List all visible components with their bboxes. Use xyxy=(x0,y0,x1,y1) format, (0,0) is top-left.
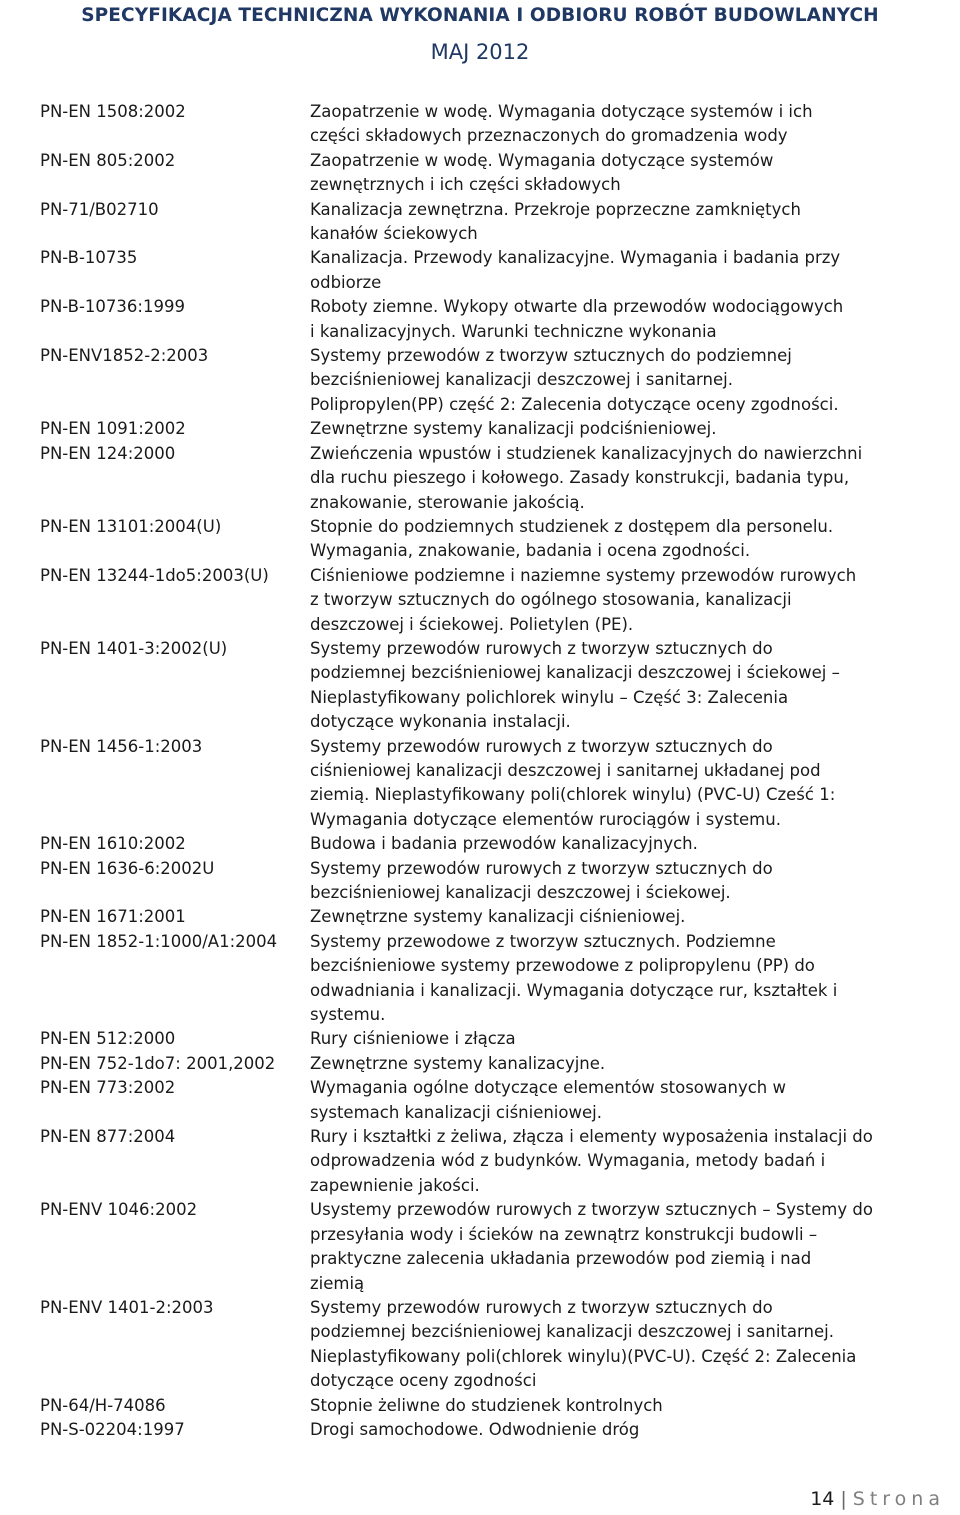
description-line: Zwieńczenia wpustów i studzienek kanalizacyjnych do nawierzchni xyxy=(310,443,863,463)
standard-code: PN-EN 1852-1:1000/A1:2004 xyxy=(40,931,278,951)
standard-row xyxy=(40,637,956,735)
description-line: znakowanie, sterowanie jakością. xyxy=(310,492,585,512)
description-line: kanałów ściekowych xyxy=(310,224,478,244)
description-line: bezciśnieniowej kanalizacji deszczowej i sanitarnej. xyxy=(310,370,733,390)
standard-description xyxy=(310,198,956,247)
standard-code: PN-EN 1456-1:2003 xyxy=(40,736,203,756)
standard-code: PN-ENV 1046:2002 xyxy=(40,1200,198,1220)
description-line: Ciśnieniowe podziemne i naziemne systemy przewodów rurowych xyxy=(310,565,857,585)
standard-row xyxy=(40,417,956,441)
description-line: podziemnej bezciśnieniowej kanalizacji deszczowej i ściekowej – xyxy=(310,663,840,683)
standard-description xyxy=(310,1296,956,1394)
standard-description xyxy=(310,246,956,295)
standard-description xyxy=(310,1198,956,1296)
standard-row xyxy=(40,295,956,344)
standard-code: PN-EN 1401-3:2002(U) xyxy=(40,638,228,658)
description-line: Rury ciśnieniowe i złącza xyxy=(310,1029,516,1049)
standard-code: PN-EN 805:2002 xyxy=(40,150,176,170)
description-line: Budowa i badania przewodów kanalizacyjnych. xyxy=(310,834,698,854)
standard-code: PN-EN 1671:2001 xyxy=(40,907,186,927)
standard-description xyxy=(310,1394,956,1418)
description-line: ziemią. Nieplastyfikowany poli(chlorek winylu) (PVC-U) Cześć 1: xyxy=(310,785,836,805)
description-line: podziemnej bezciśnieniowej kanalizacji deszczowej i sanitarnej. xyxy=(310,1322,834,1342)
standard-row xyxy=(40,344,956,417)
description-line: odbiorze xyxy=(310,272,382,292)
description-line: Systemy przewodów rurowych z tworzyw sztucznych do xyxy=(310,1297,773,1317)
standard-description xyxy=(310,344,956,417)
description-line: Zaopatrzenie w wodę. Wymagania dotyczące systemów xyxy=(310,150,774,170)
description-line: Rury i kształtki z żeliwa, złącza i elementy wyposażenia instalacji do xyxy=(310,1127,873,1147)
description-line: Zewnętrzne systemy kanalizacji podciśnieniowej. xyxy=(310,419,717,439)
description-line: Systemy przewodów rurowych z tworzyw sztucznych do xyxy=(310,858,773,878)
description-line: zapewnienie jakości. xyxy=(310,1175,480,1195)
description-line: odwadniania i kanalizacji. Wymagania dotyczące rur, kształtek i xyxy=(310,980,838,1000)
footer-separator: | xyxy=(840,1488,847,1510)
description-line: bezciśnieniowej kanalizacji deszczowej i ściekowej. xyxy=(310,883,731,902)
standard-row xyxy=(40,442,956,515)
standard-row xyxy=(40,905,956,929)
standard-description xyxy=(310,149,956,198)
page-number: 14 xyxy=(810,1488,835,1510)
standard-code: PN-EN 512:2000 xyxy=(40,1029,176,1049)
standard-code: PN-EN 877:2004 xyxy=(40,1127,176,1147)
standard-description xyxy=(310,295,956,344)
standard-description xyxy=(310,735,956,833)
description-line: Systemy przewodowe z tworzyw sztucznych. Podziemne xyxy=(310,931,776,951)
description-line: bezciśnieniowe systemy przewodowe z polipropylenu (PP) do xyxy=(310,956,815,976)
standard-code: PN-ENV1852-2:2003 xyxy=(40,346,209,366)
standard-description xyxy=(310,1052,956,1076)
standard-row xyxy=(40,1418,956,1442)
standard-description xyxy=(310,417,956,441)
standard-description xyxy=(310,905,956,929)
standard-code: PN-ENV 1401-2:2003 xyxy=(40,1297,214,1317)
standard-row xyxy=(40,1198,956,1296)
standard-code: PN-71/B02710 xyxy=(40,199,159,219)
standard-row xyxy=(40,832,956,856)
standard-row xyxy=(40,1296,956,1394)
document-header-title: SPECYFIKACJA TECHNICZNA WYKONANIA I ODBIORU ROBÓT BUDOWLANYCH xyxy=(81,5,879,26)
standard-code: PN-EN 13244-1do5:2003(U) xyxy=(40,565,269,585)
standard-code: PN-EN 13101:2004(U) xyxy=(40,516,222,536)
standard-row xyxy=(40,930,956,1028)
standard-row xyxy=(40,735,956,833)
standard-description xyxy=(310,930,956,1028)
standard-row xyxy=(40,1027,956,1051)
page-word: Strona xyxy=(852,1488,945,1510)
description-line: systemach kanalizacji ciśnieniowej. xyxy=(310,1102,602,1122)
description-line: dotyczące oceny zgodności xyxy=(310,1371,537,1391)
standard-code: PN-EN 1091:2002 xyxy=(40,419,186,439)
standard-description xyxy=(310,442,956,515)
description-line: Wymagania, znakowanie, badania i ocena zgodności. xyxy=(310,541,751,561)
description-line: Kanalizacja. Przewody kanalizacyjne. Wymagania i badania przy xyxy=(310,248,841,268)
description-line: i kanalizacyjnych. Warunki techniczne wykonania xyxy=(310,321,717,341)
description-line: ziemią xyxy=(310,1273,365,1293)
standard-description xyxy=(310,1125,956,1198)
description-line: praktyczne zalecenia układania przewodów pod ziemią i nad xyxy=(310,1249,812,1269)
description-line: Zaopatrzenie w wodę. Wymagania dotyczące systemów i ich xyxy=(310,102,813,121)
standard-code: PN-EN 1508:2002 xyxy=(40,102,186,121)
standard-description xyxy=(310,1027,956,1051)
standard-row xyxy=(40,100,956,149)
description-line: deszczowej i ściekowej. Polietylen (PE). xyxy=(310,614,634,634)
standard-code: PN-EN 773:2002 xyxy=(40,1078,176,1098)
standard-description xyxy=(310,637,956,735)
standard-code: PN-EN 1610:2002 xyxy=(40,834,186,854)
standard-row xyxy=(40,198,956,247)
standard-description xyxy=(310,564,956,637)
description-line: Wymagania dotyczące elementów rurociągów i systemu. xyxy=(310,809,781,829)
standards-list xyxy=(40,100,956,1442)
document-header-date: MAJ 2012 xyxy=(430,40,530,64)
standard-row xyxy=(40,1394,956,1418)
description-line: Nieplastyfikowany polichlorek winylu – Część 3: Zalecenia xyxy=(310,687,789,707)
description-line: Drogi samochodowe. Odwodnienie dróg xyxy=(310,1419,640,1439)
standard-code: PN-64/H-74086 xyxy=(40,1395,166,1415)
description-line: Systemy przewodów z tworzyw sztucznych do podziemnej xyxy=(310,346,792,366)
standard-row xyxy=(40,515,956,564)
standard-row xyxy=(40,1076,956,1125)
description-line: dotyczące wykonania instalacji. xyxy=(310,712,571,732)
description-line: odprowadzenia wód z budynków. Wymagania, metody badań i xyxy=(310,1151,826,1171)
description-line: systemu. xyxy=(310,1005,386,1025)
description-line: Stopnie do podziemnych studzienek z dostępem dla personelu. xyxy=(310,516,834,536)
description-line: Wymagania ogólne dotyczące elementów stosowanych w xyxy=(310,1078,786,1098)
standard-code: PN-S-02204:1997 xyxy=(40,1419,185,1439)
description-line: Systemy przewodów rurowych z tworzyw sztucznych do xyxy=(310,638,773,658)
standard-row xyxy=(40,246,956,295)
standard-code: PN-EN 124:2000 xyxy=(40,443,176,463)
description-line: Polipropylen(PP) część 2: Zalecenia dotyczące oceny zgodności. xyxy=(310,394,839,414)
page-footer xyxy=(810,1488,945,1510)
description-line: Zewnętrzne systemy kanalizacji ciśnieniowej. xyxy=(310,907,686,927)
standard-description xyxy=(310,832,956,856)
standard-row xyxy=(40,564,956,637)
standard-code: PN-B-10735 xyxy=(40,248,138,268)
standard-row xyxy=(40,149,956,198)
standard-row xyxy=(40,1125,956,1198)
standard-code: PN-EN 752-1do7: 2001,2002 xyxy=(40,1053,276,1073)
description-line: dla ruchu pieszego i kołowego. Zasady konstrukcji, badania typu, xyxy=(310,468,850,488)
standard-description xyxy=(310,1418,956,1442)
standard-description xyxy=(310,100,956,149)
standard-code: PN-B-10736:1999 xyxy=(40,297,185,317)
description-line: przesyłania wody i ścieków na zewnątrz konstrukcji budowli – xyxy=(310,1224,818,1244)
description-line: Usystemy przewodów rurowych z tworzyw sztucznych – Systemy do xyxy=(310,1200,873,1220)
standard-description xyxy=(310,857,956,906)
description-line: części składowych przeznaczonych do gromadzenia wody xyxy=(310,126,788,146)
standard-row xyxy=(40,1052,956,1076)
description-line: z tworzyw sztucznych do ogólnego stosowania, kanalizacji xyxy=(310,590,792,610)
description-line: ciśnieniowej kanalizacji deszczowej i sanitarnej układanej pod xyxy=(310,760,821,780)
description-line: zewnętrznych i ich części składowych xyxy=(310,175,621,195)
standard-code: PN-EN 1636-6:2002U xyxy=(40,858,215,878)
description-line: Stopnie żeliwne do studzienek kontrolnych xyxy=(310,1395,663,1415)
description-line: Nieplastyfikowany poli(chlorek winylu)(PVC-U). Część 2: Zalecenia xyxy=(310,1346,857,1366)
standard-row xyxy=(40,857,956,906)
standard-description xyxy=(310,1076,956,1125)
standard-description xyxy=(310,515,956,564)
description-line: Kanalizacja zewnętrzna. Przekroje poprzeczne zamkniętych xyxy=(310,199,801,219)
description-line: Zewnętrzne systemy kanalizacyjne. xyxy=(310,1053,606,1073)
description-line: Roboty ziemne. Wykopy otwarte dla przewodów wodociągowych xyxy=(310,297,844,317)
description-line: Systemy przewodów rurowych z tworzyw sztucznych do xyxy=(310,736,773,756)
